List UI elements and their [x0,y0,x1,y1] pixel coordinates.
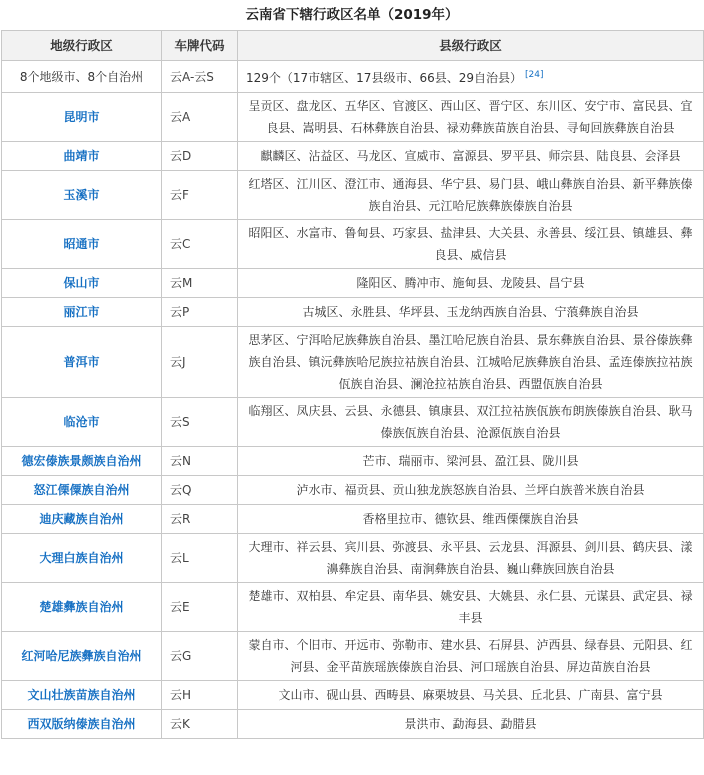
plate-code: 云F [162,171,238,220]
table-row [2,447,704,476]
table-row [2,142,704,171]
plate-code: 云K [162,710,238,739]
prefecture-cell [2,534,162,583]
table-row [2,398,704,447]
plate-code: 云C [162,220,238,269]
prefecture-cell [2,681,162,710]
prefecture-link[interactable]: 玉溪市 [63,188,100,202]
table-row [2,298,704,327]
prefecture-cell [2,632,162,681]
county-list: 蒙自市、个旧市、开远市、弥勒市、建水县、石屏县、泸西县、绿春县、元阳县、红河县、金平苗族瑶族傣族自治县、河口瑶族自治县、屏边苗族自治县 [238,632,704,681]
plate-code: 云M [162,269,238,298]
prefecture-cell [2,220,162,269]
division-table [1,30,704,739]
prefecture-cell [2,298,162,327]
plate-code: 云P [162,298,238,327]
header-county: 县级行政区 [238,31,704,61]
table-row [2,534,704,583]
prefecture-cell [2,476,162,505]
prefecture-cell [2,93,162,142]
table-row [2,632,704,681]
prefecture-cell [2,710,162,739]
table-row [2,710,704,739]
summary-row [2,61,704,93]
plate-code: 云G [162,632,238,681]
plate-code: 云E [162,583,238,632]
table-row [2,505,704,534]
prefecture-link[interactable]: 楚雄彝族自治州 [39,600,124,614]
table-row [2,220,704,269]
prefecture-link[interactable]: 迪庆藏族自治州 [39,512,124,526]
table-row [2,681,704,710]
prefecture-cell [2,447,162,476]
plate-code: 云Q [162,476,238,505]
prefecture-link[interactable]: 红河哈尼族彝族自治州 [21,649,142,663]
prefecture-link[interactable]: 大理白族自治州 [39,551,124,565]
prefecture-link[interactable]: 德宏傣族景颇族自治州 [21,454,142,468]
county-list: 麒麟区、沾益区、马龙区、宣威市、富源县、罗平县、师宗县、陆良县、会泽县 [238,142,704,171]
prefecture-cell [2,327,162,398]
header-row [2,31,704,61]
table-row [2,171,704,220]
county-list: 文山市、砚山县、西畴县、麻栗坡县、马关县、丘北县、广南县、富宁县 [238,681,704,710]
header-plate-code: 车牌代码 [162,31,238,61]
summary-counties [238,61,704,93]
county-list: 香格里拉市、德钦县、维西傈僳族自治县 [238,505,704,534]
reference-link[interactable]: [24] [524,70,544,80]
table-caption: 云南省下辖行政区名单（2019年） [245,7,459,23]
county-list: 临翔区、凤庆县、云县、永德县、镇康县、双江拉祜族佤族布朗族傣族自治县、耿马傣族佤族自治县、沧源佤族自治县 [238,398,704,447]
prefecture-link[interactable]: 怒江傈僳族自治州 [33,483,130,497]
header-prefecture: 地级行政区 [2,31,162,61]
prefecture-cell [2,269,162,298]
county-list: 思茅区、宁洱哈尼族彝族自治县、墨江哈尼族自治县、景东彝族自治县、景谷傣族彝族自治县、镇沅彝族哈尼族拉祜族自治县、江城哈尼族彝族自治县、孟连傣族拉祜族佤族自治县、澜沧拉祜族自治县、西盟佤族自治县 [238,327,704,398]
summary-plate: 云A-云S [162,61,238,93]
prefecture-link[interactable]: 曲靖市 [63,149,100,163]
county-list: 楚雄市、双柏县、牟定县、南华县、姚安县、大姚县、永仁县、元谋县、武定县、禄丰县 [238,583,704,632]
prefecture-link[interactable]: 临沧市 [63,415,100,429]
prefecture-link[interactable]: 昭通市 [63,237,100,251]
plate-code: 云D [162,142,238,171]
plate-code: 云S [162,398,238,447]
prefecture-cell [2,398,162,447]
prefecture-cell [2,583,162,632]
summary-prefecture: 8个地级市、8个自治州 [2,61,162,93]
plate-code: 云L [162,534,238,583]
county-list: 呈贡区、盘龙区、五华区、官渡区、西山区、晋宁区、东川区、安宁市、富民县、宜良县、嵩明县、石林彝族自治县、禄劝彝族苗族自治县、寻甸回族彝族自治县 [238,93,704,142]
prefecture-link[interactable]: 文山壮族苗族自治州 [27,688,136,702]
plate-code: 云H [162,681,238,710]
plate-code: 云A [162,93,238,142]
county-list: 大理市、祥云县、宾川县、弥渡县、永平县、云龙县、洱源县、剑川县、鹤庆县、漾濞彝族自治县、南涧彝族自治县、巍山彝族回族自治县 [238,534,704,583]
county-list: 景洪市、勐海县、勐腊县 [238,710,704,739]
table-row [2,583,704,632]
prefecture-link[interactable]: 普洱市 [63,355,100,369]
table-row [2,476,704,505]
county-list: 隆阳区、腾冲市、施甸县、龙陵县、昌宁县 [238,269,704,298]
prefecture-cell [2,142,162,171]
county-list: 芒市、瑞丽市、梁河县、盈江县、陇川县 [238,447,704,476]
county-list: 古城区、永胜县、华坪县、玉龙纳西族自治县、宁蒗彝族自治县 [238,298,704,327]
prefecture-link[interactable]: 西双版纳傣族自治州 [27,717,136,731]
prefecture-link[interactable]: 丽江市 [63,305,100,319]
table-row [2,269,704,298]
summary-counties-text: 129个（17市辖区、17县级市、66县、29自治县） [246,71,522,85]
county-list: 红塔区、江川区、澄江市、通海县、华宁县、易门县、峨山彝族自治县、新平彝族傣族自治县、元江哈尼族彝族傣族自治县 [238,171,704,220]
county-list: 昭阳区、水富市、鲁甸县、巧家县、盐津县、大关县、永善县、绥江县、镇雄县、彝良县、威信县 [238,220,704,269]
plate-code: 云R [162,505,238,534]
prefecture-cell [2,505,162,534]
county-list: 泸水市、福贡县、贡山独龙族怒族自治县、兰坪白族普米族自治县 [238,476,704,505]
table-row [2,93,704,142]
prefecture-link[interactable]: 昆明市 [63,110,100,124]
plate-code: 云N [162,447,238,476]
plate-code: 云J [162,327,238,398]
prefecture-link[interactable]: 保山市 [63,276,100,290]
prefecture-cell [2,171,162,220]
table-row [2,327,704,398]
